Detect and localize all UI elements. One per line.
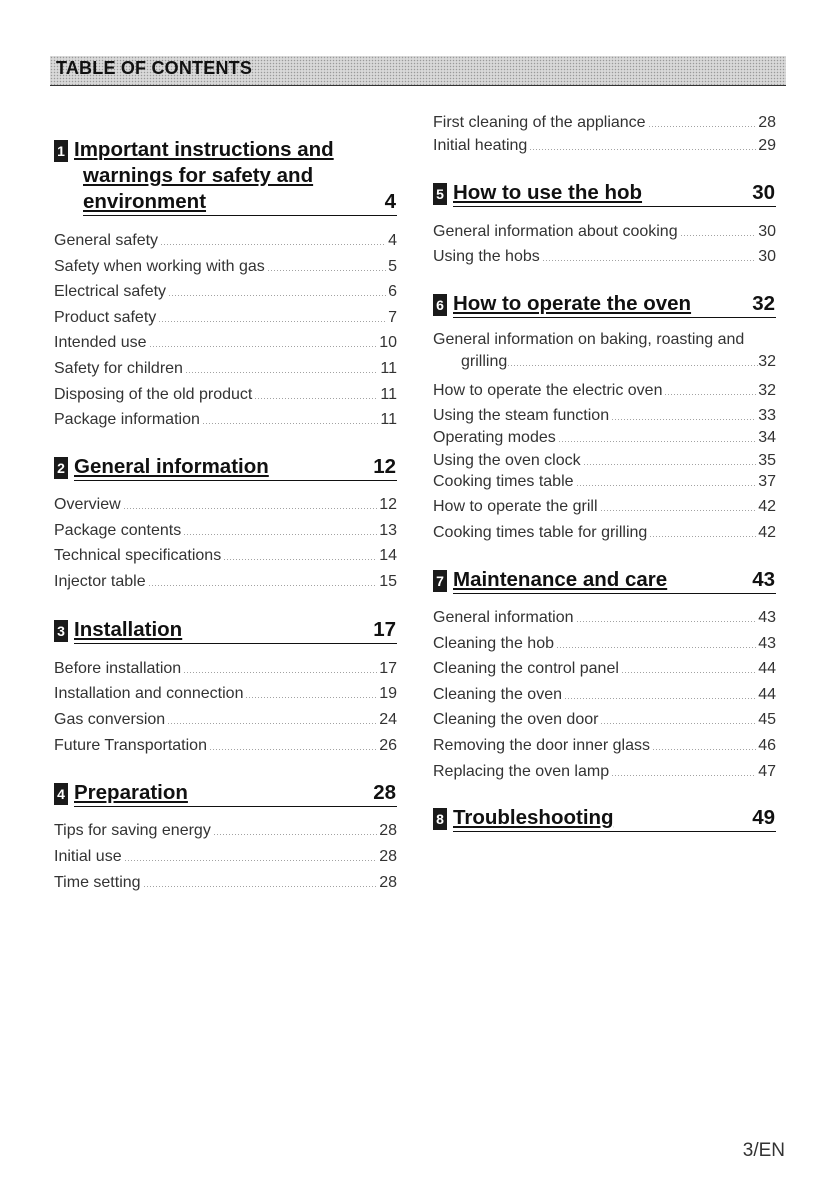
dot-leader bbox=[648, 126, 757, 127]
dot-leader bbox=[223, 559, 377, 560]
toc-entry[interactable] bbox=[54, 656, 397, 678]
dot-leader bbox=[123, 508, 378, 509]
toc-section-6[interactable] bbox=[433, 292, 776, 318]
entry-title: Before installation bbox=[54, 660, 182, 677]
entry-title: Cooking times table bbox=[433, 473, 574, 490]
section-page: 30 bbox=[752, 181, 775, 204]
entry-page: 15 bbox=[379, 573, 397, 590]
dot-leader bbox=[611, 775, 756, 776]
dot-leader bbox=[245, 697, 377, 698]
dot-leader bbox=[542, 260, 756, 261]
entry-title: Using the oven clock bbox=[433, 452, 581, 469]
entry-page: 6 bbox=[388, 283, 397, 300]
toc-entry[interactable] bbox=[433, 378, 776, 400]
entry-page: 7 bbox=[388, 309, 397, 326]
toc-entry[interactable] bbox=[54, 382, 397, 404]
section-title-line: warnings for safety and bbox=[83, 164, 314, 187]
entry-page: 11 bbox=[380, 360, 397, 377]
entry-title: General information bbox=[433, 609, 574, 626]
dot-leader bbox=[183, 672, 377, 673]
dot-leader bbox=[611, 419, 756, 420]
toc-section-4[interactable] bbox=[54, 781, 397, 807]
entry-title: Cleaning the oven door bbox=[433, 711, 599, 728]
entry-title: Cooking times table for grilling bbox=[433, 524, 648, 541]
entry-title: First cleaning of the appliance bbox=[433, 114, 646, 131]
dot-leader bbox=[148, 585, 378, 586]
entry-title: General safety bbox=[54, 232, 159, 249]
entry-title: General information on baking, roasting and bbox=[433, 331, 745, 348]
toc-entry[interactable] bbox=[54, 330, 397, 352]
entry-title: Package information bbox=[54, 411, 200, 428]
dot-leader bbox=[558, 441, 756, 442]
entry-page: 30 bbox=[758, 223, 776, 240]
entry-title: Using the hobs bbox=[433, 248, 540, 265]
entry-title: Injector table bbox=[54, 573, 146, 590]
section-title: How to use the hob bbox=[453, 181, 643, 204]
toc-title: TABLE OF CONTENTS bbox=[56, 58, 253, 78]
toc-entry[interactable] bbox=[54, 733, 397, 755]
dot-leader bbox=[652, 749, 756, 750]
entry-page: 33 bbox=[758, 407, 776, 424]
toc-entry[interactable] bbox=[433, 605, 776, 627]
dot-leader bbox=[254, 398, 378, 399]
toc-entry[interactable] bbox=[433, 707, 776, 729]
entry-title: Safety when working with gas bbox=[54, 258, 265, 275]
entry-title: Electrical safety bbox=[54, 283, 167, 300]
entry-title: Initial heating bbox=[433, 137, 528, 154]
dot-leader bbox=[124, 860, 378, 861]
toc-entry[interactable] bbox=[433, 448, 776, 470]
entry-page: 12 bbox=[379, 496, 397, 513]
dot-leader bbox=[209, 749, 377, 750]
section-number-badge: 3 bbox=[54, 620, 68, 642]
entry-title: Intended use bbox=[54, 334, 147, 351]
section-page: 28 bbox=[373, 781, 396, 804]
section-title: Installation bbox=[74, 618, 183, 641]
entry-page: 43 bbox=[758, 609, 776, 626]
dot-leader bbox=[507, 365, 758, 366]
entry-page: 17 bbox=[379, 660, 397, 677]
entry-title: Tips for saving energy bbox=[54, 822, 211, 839]
entry-page: 29 bbox=[758, 137, 776, 154]
dot-leader bbox=[183, 534, 377, 535]
section-title: Preparation bbox=[74, 781, 188, 804]
section-page: 43 bbox=[752, 568, 775, 591]
toc-entry[interactable] bbox=[433, 425, 776, 447]
toc-entry[interactable] bbox=[433, 219, 776, 241]
entry-title: Initial use bbox=[54, 848, 122, 865]
entry-page: 37 bbox=[758, 473, 776, 490]
toc-entry[interactable] bbox=[433, 631, 776, 653]
toc-entry[interactable] bbox=[54, 818, 397, 840]
toc-entry[interactable] bbox=[54, 279, 397, 301]
entry-page: 47 bbox=[758, 763, 776, 780]
section-number-badge: 6 bbox=[433, 294, 447, 316]
entry-page: 44 bbox=[758, 660, 776, 677]
entry-page: 28 bbox=[379, 848, 397, 865]
entry-page: 24 bbox=[379, 711, 397, 728]
toc-entry[interactable] bbox=[433, 682, 776, 704]
section-title: How to operate the oven bbox=[453, 292, 692, 315]
entry-title: Cleaning the hob bbox=[433, 635, 554, 652]
entry-page: 32 bbox=[758, 382, 776, 399]
toc-entry[interactable] bbox=[433, 656, 776, 678]
section-number-badge: 4 bbox=[54, 783, 68, 805]
entry-page: 42 bbox=[758, 524, 776, 541]
toc-entry[interactable] bbox=[54, 305, 397, 327]
toc-entry[interactable] bbox=[54, 407, 397, 429]
dot-leader bbox=[621, 672, 756, 673]
entry-page: 30 bbox=[758, 248, 776, 265]
toc-section-3[interactable] bbox=[54, 618, 397, 644]
section-page: 32 bbox=[752, 292, 775, 315]
section-title: Troubleshooting bbox=[453, 806, 614, 829]
entry-page: 26 bbox=[379, 737, 397, 754]
entry-title: Removing the door inner glass bbox=[433, 737, 651, 754]
toc-entry[interactable] bbox=[433, 494, 776, 516]
toc-entry[interactable] bbox=[433, 520, 776, 542]
section-number-badge: 5 bbox=[433, 183, 447, 205]
toc-section-5[interactable] bbox=[433, 181, 776, 207]
entry-page: 32 bbox=[758, 353, 776, 370]
entry-title: Using the steam function bbox=[433, 407, 610, 424]
dot-leader bbox=[160, 244, 386, 245]
toc-entry[interactable] bbox=[433, 469, 776, 491]
toc-entry[interactable] bbox=[54, 569, 397, 591]
dot-leader bbox=[529, 149, 756, 150]
entry-page: 34 bbox=[758, 429, 776, 446]
entry-page: 10 bbox=[379, 334, 397, 351]
dot-leader bbox=[158, 321, 386, 322]
dot-leader bbox=[664, 394, 756, 395]
toc-entry[interactable] bbox=[433, 133, 776, 155]
entry-title: Replacing the oven lamp bbox=[433, 763, 610, 780]
toc-entry[interactable] bbox=[54, 543, 397, 565]
dot-leader bbox=[564, 698, 756, 699]
entry-page: 28 bbox=[379, 822, 397, 839]
section-number-badge: 7 bbox=[433, 570, 447, 592]
entry-page: 42 bbox=[758, 498, 776, 515]
entry-title: Gas conversion bbox=[54, 711, 166, 728]
toc-entry[interactable] bbox=[433, 331, 780, 371]
entry-page: 44 bbox=[758, 686, 776, 703]
dot-leader bbox=[680, 235, 757, 236]
toc-entry[interactable] bbox=[54, 356, 397, 378]
section-number-badge: 8 bbox=[433, 808, 447, 830]
dot-leader bbox=[168, 295, 386, 296]
entry-title: Package contents bbox=[54, 522, 182, 539]
toc-entry[interactable] bbox=[54, 681, 397, 703]
entry-title: Technical specifications bbox=[54, 547, 222, 564]
dot-leader bbox=[600, 510, 757, 511]
section-title-line: environment bbox=[83, 190, 207, 213]
entry-page: 28 bbox=[379, 874, 397, 891]
dot-leader bbox=[202, 423, 379, 424]
entry-page: 43 bbox=[758, 635, 776, 652]
toc-section-7[interactable] bbox=[433, 568, 776, 594]
entry-page: 13 bbox=[379, 522, 397, 539]
entry-title: Installation and connection bbox=[54, 685, 244, 702]
section-number-badge: 1 bbox=[54, 140, 68, 162]
section-title: General information bbox=[74, 455, 269, 478]
dot-leader bbox=[576, 621, 757, 622]
dot-leader bbox=[576, 485, 757, 486]
entry-page: 14 bbox=[379, 547, 397, 564]
dot-leader bbox=[556, 647, 756, 648]
page-number: 3/EN bbox=[742, 1140, 785, 1161]
toc-entry[interactable] bbox=[433, 759, 776, 781]
toc-entry[interactable] bbox=[54, 870, 397, 892]
toc-entry[interactable] bbox=[54, 492, 397, 514]
dot-leader bbox=[583, 464, 757, 465]
toc-section-2[interactable] bbox=[54, 455, 397, 481]
entry-page: 19 bbox=[379, 685, 397, 702]
section-title: Maintenance and care bbox=[453, 568, 668, 591]
entry-title: Safety for children bbox=[54, 360, 183, 377]
toc-entry[interactable] bbox=[54, 228, 397, 250]
entry-title: Product safety bbox=[54, 309, 157, 326]
entry-title: How to operate the electric oven bbox=[433, 382, 663, 399]
toc-entry[interactable] bbox=[54, 844, 397, 866]
dot-leader bbox=[143, 886, 378, 887]
entry-page: 35 bbox=[758, 452, 776, 469]
section-page: 49 bbox=[752, 806, 775, 829]
dot-leader bbox=[213, 834, 377, 835]
entry-title: Cleaning the control panel bbox=[433, 660, 619, 677]
entry-page: 11 bbox=[380, 386, 397, 403]
toc-entry[interactable] bbox=[54, 254, 397, 276]
entry-page: 28 bbox=[758, 114, 776, 131]
section-page: 17 bbox=[373, 618, 396, 641]
dot-leader bbox=[267, 270, 386, 271]
toc-entry[interactable] bbox=[433, 733, 776, 755]
dot-leader bbox=[167, 723, 377, 724]
entry-page: 46 bbox=[758, 737, 776, 754]
entry-page: 5 bbox=[388, 258, 397, 275]
dot-leader bbox=[649, 536, 756, 537]
entry-title: Future Transportation bbox=[54, 737, 207, 754]
entry-page: 4 bbox=[388, 232, 397, 249]
entry-title: Time setting bbox=[54, 874, 141, 891]
entry-title: Cleaning the oven bbox=[433, 686, 562, 703]
entry-title: Operating modes bbox=[433, 429, 556, 446]
entry-title: Disposing of the old product bbox=[54, 386, 253, 403]
entry-page: 11 bbox=[380, 411, 397, 428]
entry-title: General information about cooking bbox=[433, 223, 678, 240]
section-page: 12 bbox=[373, 455, 396, 478]
entry-page: 45 bbox=[758, 711, 776, 728]
section-number-badge: 2 bbox=[54, 457, 68, 479]
toc-header-bar bbox=[50, 56, 786, 86]
toc-entry[interactable] bbox=[54, 707, 397, 729]
entry-title: How to operate the grill bbox=[433, 498, 598, 515]
toc-entry[interactable] bbox=[433, 110, 776, 132]
dot-leader bbox=[185, 372, 378, 373]
dot-leader bbox=[149, 346, 378, 347]
toc-entry[interactable] bbox=[54, 518, 397, 540]
section-title-line: Important instructions and bbox=[74, 138, 334, 161]
entry-title: grilling bbox=[461, 353, 508, 370]
toc-entry[interactable] bbox=[433, 403, 776, 425]
toc-section-8[interactable] bbox=[433, 806, 776, 832]
section-page: 4 bbox=[384, 190, 396, 213]
toc-entry[interactable] bbox=[433, 244, 776, 266]
dot-leader bbox=[600, 723, 756, 724]
entry-title: Overview bbox=[54, 496, 121, 513]
